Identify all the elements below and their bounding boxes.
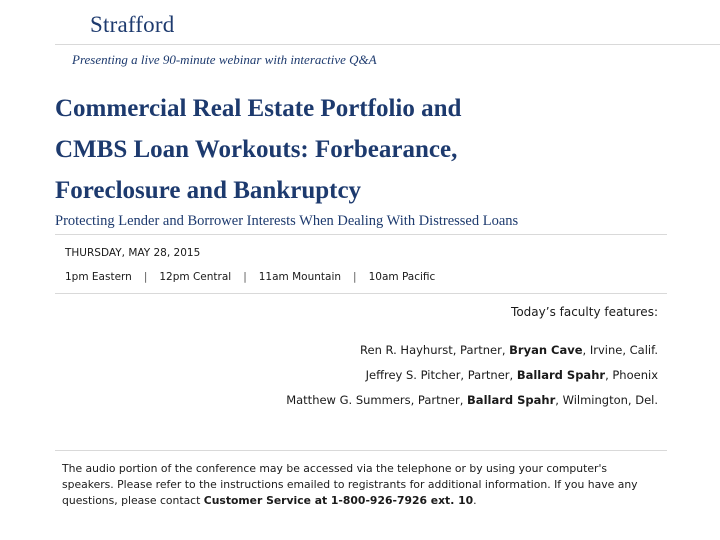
title-line-3: Foreclosure and Bankruptcy: [55, 177, 362, 204]
speaker-3: [286, 393, 658, 407]
time-separator: |: [243, 271, 247, 283]
strafford-logo: Strafford: [90, 12, 175, 37]
footer-text: The audio portion of the conference may be accessed via the telephone or by using your computer's speakers. Please refer to the instructions emailed to registrants for additional information. If you have any questions, please contact: [62, 462, 638, 507]
webinar-times: [65, 271, 435, 283]
time-mountain: 11am Mountain: [258, 271, 342, 283]
speaker-name-title: Ren R. Hayhurst, Partner,: [360, 343, 510, 357]
speaker-name-title: Jeffrey S. Pitcher, Partner,: [365, 368, 517, 382]
footer-end: .: [473, 494, 477, 507]
time-central: 12pm Central: [159, 271, 232, 283]
tagline: Presenting a live 90-minute webinar with interactive Q&A: [72, 52, 377, 67]
speaker-firm: Bryan Cave: [509, 343, 583, 357]
speaker-location: , Irvine, Calif.: [582, 343, 658, 357]
speaker-name-title: Matthew G. Summers, Partner,: [286, 393, 468, 407]
speaker-2: [366, 368, 658, 382]
time-pacific: 10am Pacific: [368, 271, 436, 283]
title-line-2: CMBS Loan Workouts: Forbearance,: [55, 136, 458, 163]
faculty-heading: Today’s faculty features:: [511, 305, 658, 319]
speaker-location: , Phoenix: [605, 368, 658, 382]
customer-service-contact: Customer Service at 1-800-926-7926 ext. 10: [203, 494, 474, 507]
time-separator: |: [353, 271, 357, 283]
speaker-firm: Ballard Spahr: [467, 393, 556, 407]
audio-info-footer: [62, 461, 662, 509]
speaker-firm: Ballard Spahr: [516, 368, 606, 382]
webinar-date: THURSDAY, MAY 28, 2015: [65, 247, 201, 259]
time-separator: |: [143, 271, 148, 283]
title-line-1: Commercial Real Estate Portfolio and: [55, 95, 462, 122]
header-divider: [55, 44, 720, 45]
schedule-divider: [55, 293, 667, 294]
page-title: [55, 88, 675, 211]
subtitle: Protecting Lender and Borrower Interests When Dealing With Distressed Loans: [55, 213, 519, 229]
speaker-location: , Wilmington, Del.: [555, 393, 658, 407]
footer-divider: [55, 450, 667, 451]
subtitle-divider: [55, 234, 667, 235]
time-eastern: 1pm Eastern: [65, 271, 132, 283]
speaker-1: [360, 343, 658, 357]
